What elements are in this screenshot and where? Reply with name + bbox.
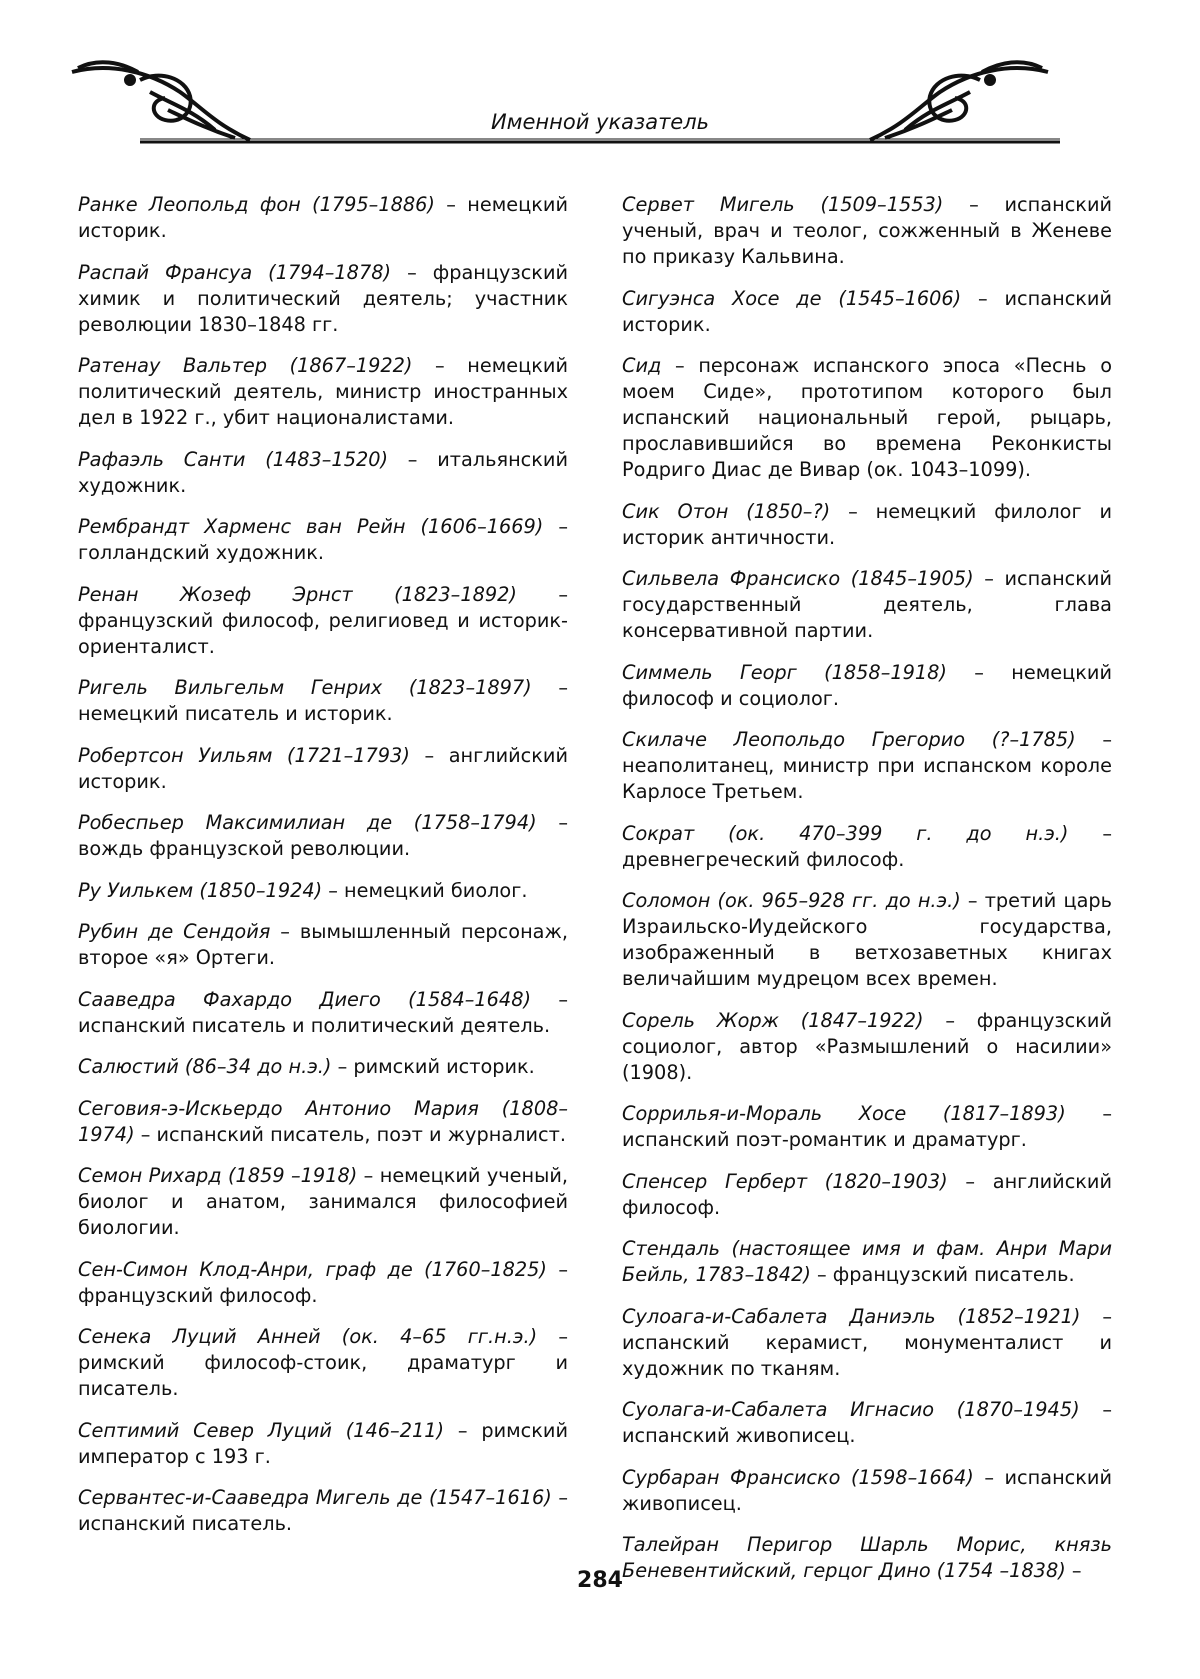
entry-name: Сулоага-и-Сабалета Даниэль (1852–1921) bbox=[622, 1304, 1081, 1328]
entry-name: Робертсон Уильям (1721–1793) bbox=[78, 743, 410, 767]
index-entry bbox=[78, 582, 568, 660]
entry-name: Сервет Мигель (1509–1553) bbox=[622, 193, 944, 216]
entry-name: Рембрандт Харменс ван Рейн (1606–1669) bbox=[78, 515, 544, 538]
index-entry bbox=[622, 727, 1112, 805]
entry-description: – испанский ученый, врач и теолог, сожженный в Женеве по приказу Кальвина. bbox=[622, 193, 1112, 268]
entry-name: Распай Франсуа (1794–1878) bbox=[78, 260, 392, 284]
entry-name: Робеспьер Максимилиан де (1758–1794) bbox=[78, 811, 537, 834]
entry-name: Сильвела Франсиско (1845–1905) bbox=[622, 567, 974, 590]
entry-name: Рубин де Сендойя bbox=[78, 920, 271, 943]
entry-description: – английский историк. bbox=[78, 743, 568, 793]
entry-description: – голландский художник. bbox=[78, 515, 569, 564]
entry-name: Сеговия-э-Искьердо Антонио Мария (1808–1974) bbox=[78, 1096, 568, 1146]
entry-description: – римский философ-стоик, драматург и писатель. bbox=[78, 1325, 568, 1400]
entry-name: Ригель Вильгельм Генрих (1823–1897) bbox=[78, 676, 532, 699]
index-entry bbox=[622, 192, 1112, 270]
entry-description: – французский философ. bbox=[78, 1257, 569, 1307]
entry-description: – вымышленный персонаж, второе «я» Ортеги. bbox=[78, 920, 568, 969]
index-entry bbox=[78, 1257, 568, 1309]
index-entry bbox=[78, 919, 568, 971]
entry-name: Суолага-и-Сабалета Игнасио (1870–1945) bbox=[622, 1398, 1080, 1421]
index-entry bbox=[78, 1163, 568, 1241]
entry-description: – немецкий ученый, биолог и анатом, занимался философией биологии. bbox=[78, 1164, 568, 1239]
entry-name: Ренан Жозеф Эрнст (1823–1892) bbox=[78, 582, 517, 606]
entry-name: Сервантес-и-Сааведра Мигель де (1547–1616) bbox=[78, 1486, 552, 1509]
index-entry bbox=[78, 353, 568, 431]
index-entry bbox=[78, 675, 568, 727]
entry-description: – испанский писатель. bbox=[78, 1486, 568, 1535]
entry-name: Сенека Луций Анней (ок. 4–65 гг.н.э.) bbox=[78, 1325, 538, 1348]
entry-description: – французский социолог, автор «Размышлений о насилии» (1908). bbox=[622, 1008, 1112, 1084]
index-entry bbox=[622, 821, 1112, 873]
index-entry bbox=[78, 878, 568, 904]
index-entry bbox=[622, 1008, 1112, 1086]
entry-name: Семон Рихард (1859 –1918) bbox=[78, 1164, 358, 1187]
entry-name: Талейран Перигор Шарль Морис, князь Беневентийский, герцог Дино (1754 –1838) bbox=[622, 1533, 1112, 1582]
index-entry bbox=[622, 353, 1112, 483]
entry-name: Сорель Жорж (1847–1922) bbox=[622, 1008, 924, 1032]
entry-name: Соломон (ок. 965–928 гг. до н.э.) bbox=[622, 889, 961, 912]
index-entry bbox=[78, 743, 568, 795]
entry-description: – испанский живописец. bbox=[622, 1398, 1112, 1447]
entry-description: – испанский поэт-романтик и драматург. bbox=[622, 1102, 1112, 1151]
ornament-rule bbox=[0, 0, 1200, 160]
index-entry bbox=[622, 660, 1112, 712]
index-entry bbox=[78, 514, 568, 566]
entry-name: Спенсер Герберт (1820–1903) bbox=[622, 1169, 948, 1193]
left-column bbox=[78, 192, 568, 1553]
page-number: 284 bbox=[577, 1568, 623, 1593]
index-entry bbox=[78, 987, 568, 1039]
index-entry bbox=[78, 260, 568, 338]
index-entry bbox=[622, 1304, 1112, 1382]
entry-description: – немецкий философ и социолог. bbox=[622, 660, 1112, 710]
entry-name: Септимий Север Луций (146–211) bbox=[78, 1418, 445, 1442]
entry-description: – немецкий историк. bbox=[78, 193, 568, 242]
index-entry bbox=[78, 1096, 568, 1148]
entry-description: – немецкий биолог. bbox=[322, 878, 528, 902]
entry-name: Соррилья-и-Мораль Хосе (1817–1893) bbox=[622, 1102, 1066, 1125]
entry-description: – испанский писатель, поэт и журналист. bbox=[134, 1122, 566, 1146]
entry-description: – римский император с 193 г. bbox=[78, 1418, 568, 1468]
running-title: Именной указатель bbox=[490, 110, 710, 134]
index-entry bbox=[622, 566, 1112, 644]
entry-description: – итальянский художник. bbox=[78, 447, 568, 497]
entry-name: Сигуэнса Хосе де (1545–1606) bbox=[622, 286, 962, 310]
index-entry bbox=[78, 1054, 568, 1080]
index-entry bbox=[622, 1465, 1112, 1517]
entry-description: – испанский керамист, монументалист и художник по тканям. bbox=[622, 1304, 1112, 1380]
entry-description: – испанский писатель и политический деятель. bbox=[78, 987, 568, 1037]
entry-name: Сократ (ок. 470–399 г. до н.э.) bbox=[622, 821, 1069, 845]
entry-description: – древнегреческий философ. bbox=[622, 821, 1112, 871]
entry-name: Сид bbox=[622, 354, 662, 377]
entry-name: Стендаль (настоящее имя и фам. Анри Мари Бейль, 1783–1842) bbox=[622, 1237, 1112, 1286]
entry-description: – неаполитанец, министр при испанском короле Карлосе Третьем. bbox=[622, 728, 1112, 803]
entry-description: – вождь французской революции. bbox=[78, 811, 568, 860]
entry-name: Рафаэль Санти (1483–1520) bbox=[78, 447, 389, 471]
index-entry bbox=[78, 192, 568, 244]
entry-name: Скилаче Леопольдо Грегорио (?–1785) bbox=[622, 728, 1076, 751]
entry-name: Ратенау Вальтер (1867–1922) bbox=[78, 354, 413, 377]
entry-description: – римский историк. bbox=[331, 1055, 535, 1078]
index-entry bbox=[622, 499, 1112, 551]
entry-description: – испанский живописец. bbox=[622, 1465, 1112, 1515]
entry-name: Салюстий (86–34 до н.э.) bbox=[78, 1055, 332, 1078]
entry-name: Ру Уилькем (1850–1924) bbox=[78, 878, 323, 902]
entry-description: – испанский государственный деятель, глава консервативной партии. bbox=[622, 567, 1112, 642]
entry-description: – испанский историк. bbox=[622, 286, 1112, 336]
index-entry bbox=[78, 1418, 568, 1470]
right-column bbox=[622, 192, 1112, 1600]
index-entry bbox=[622, 1397, 1112, 1449]
index-entry bbox=[78, 447, 568, 499]
index-entry bbox=[78, 810, 568, 862]
entry-name: Сааведра Фахардо Диего (1584–1648) bbox=[78, 987, 531, 1011]
index-entry bbox=[622, 888, 1112, 992]
entry-description: – третий царь Израильско-Иудейского государства, изображенный в ветхозаветных книгах величайшим мудрецом всех времен. bbox=[622, 889, 1112, 990]
entry-name: Сик Отон (1850–?) bbox=[622, 499, 831, 523]
entry-description: – немецкий филолог и историк античности. bbox=[622, 499, 1112, 549]
index-entry bbox=[622, 286, 1112, 338]
index-entry bbox=[622, 1236, 1112, 1288]
entry-name: Сен-Симон Клод-Анри, граф де (1760–1825) bbox=[78, 1257, 547, 1281]
entry-description: – персонаж испанского эпоса «Песнь о моем Сиде», прототипом которого был испанский национальный герой, рыцарь, прославившийся во времена Реконкисты Родриго Диас де Вивар (ок. 1043–1099). bbox=[622, 354, 1112, 481]
entry-description: – bbox=[1065, 1559, 1082, 1582]
entry-name: Сурбаран Франсиско (1598–1664) bbox=[622, 1465, 974, 1489]
entry-name: Симмель Георг (1858–1918) bbox=[622, 660, 947, 684]
entry-description: – французский писатель. bbox=[810, 1263, 1075, 1286]
page-header bbox=[0, 0, 1200, 160]
entry-description: – немецкий политический деятель, министр иностранных дел в 1922 г., убит националистами. bbox=[78, 354, 568, 429]
entry-description: – французский химик и политический деятель; участник революции 1830–1848 гг. bbox=[78, 260, 568, 336]
index-entry bbox=[78, 1324, 568, 1402]
index-entry bbox=[622, 1101, 1112, 1153]
index-entry bbox=[78, 1485, 568, 1537]
entry-description: – немецкий писатель и историк. bbox=[78, 676, 568, 725]
index-entry bbox=[622, 1169, 1112, 1221]
entry-name: Ранке Леопольд фон (1795–1886) bbox=[78, 193, 435, 216]
entry-description: – английский философ. bbox=[622, 1169, 1112, 1219]
entry-description: – французский философ, религиовед и историк-ориенталист. bbox=[78, 582, 568, 658]
